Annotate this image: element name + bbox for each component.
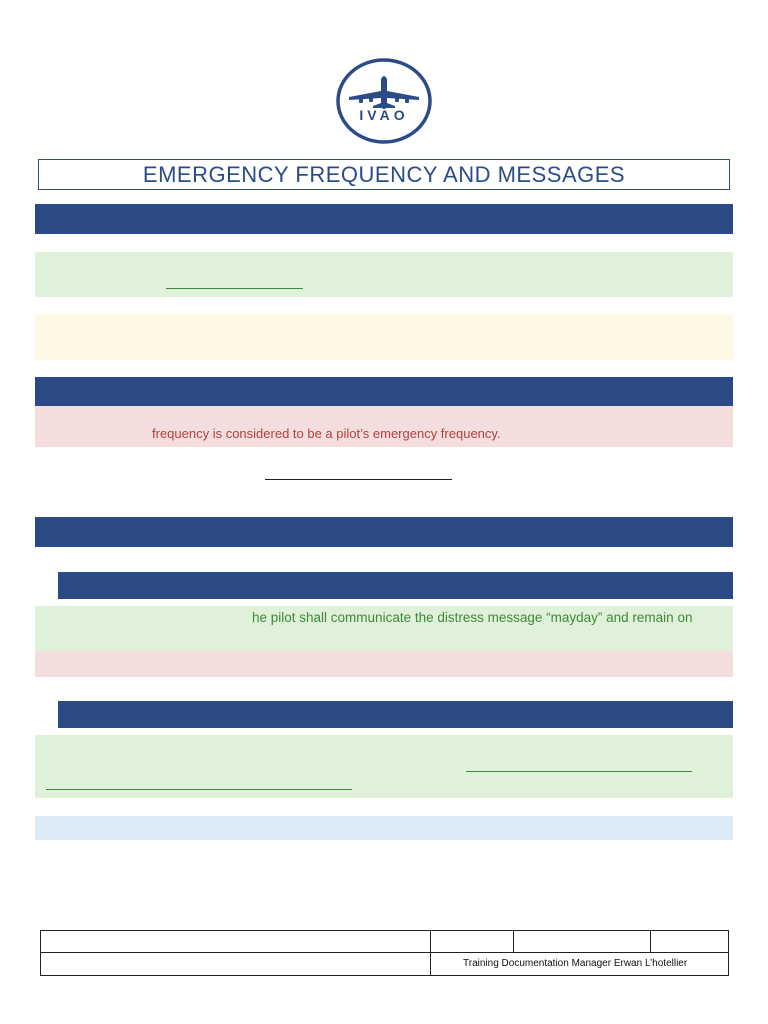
footer-cell-r1c2 bbox=[431, 931, 514, 952]
section-header-bar-1 bbox=[35, 204, 733, 234]
footer-cell-r1c1 bbox=[41, 931, 431, 952]
green-underline-2 bbox=[466, 771, 692, 772]
subsection-header-bar-1 bbox=[58, 572, 733, 599]
document-title-box bbox=[38, 159, 730, 190]
footer-table bbox=[40, 930, 729, 976]
green-underline-1 bbox=[166, 288, 303, 289]
logo-text: IVAO bbox=[359, 107, 409, 123]
document-title: EMERGENCY FREQUENCY AND MESSAGES bbox=[142, 161, 626, 187]
footer-cell-r2c1 bbox=[41, 952, 431, 976]
ivao-logo bbox=[335, 57, 433, 145]
blue-note-box bbox=[35, 816, 733, 840]
footer-author: Training Documentation Manager Erwan L’hotellier bbox=[463, 958, 688, 969]
footer-cell-r1c3 bbox=[514, 931, 651, 952]
distress-message-note: he pilot shall communicate the distress message “mayday” and remain on bbox=[252, 610, 693, 625]
section-header-bar-2 bbox=[35, 377, 733, 406]
green-underline-3 bbox=[46, 789, 352, 790]
section-header-bar-3 bbox=[35, 517, 733, 547]
black-underline bbox=[265, 479, 452, 480]
ivao-logo-icon bbox=[335, 57, 433, 145]
subsection-header-bar-2 bbox=[58, 701, 733, 728]
green-note-box-1 bbox=[35, 252, 733, 297]
yellow-note-box bbox=[35, 314, 733, 360]
pink-note-box-2 bbox=[35, 651, 733, 677]
emergency-frequency-note: frequency is considered to be a pilot’s emergency frequency. bbox=[152, 426, 501, 441]
